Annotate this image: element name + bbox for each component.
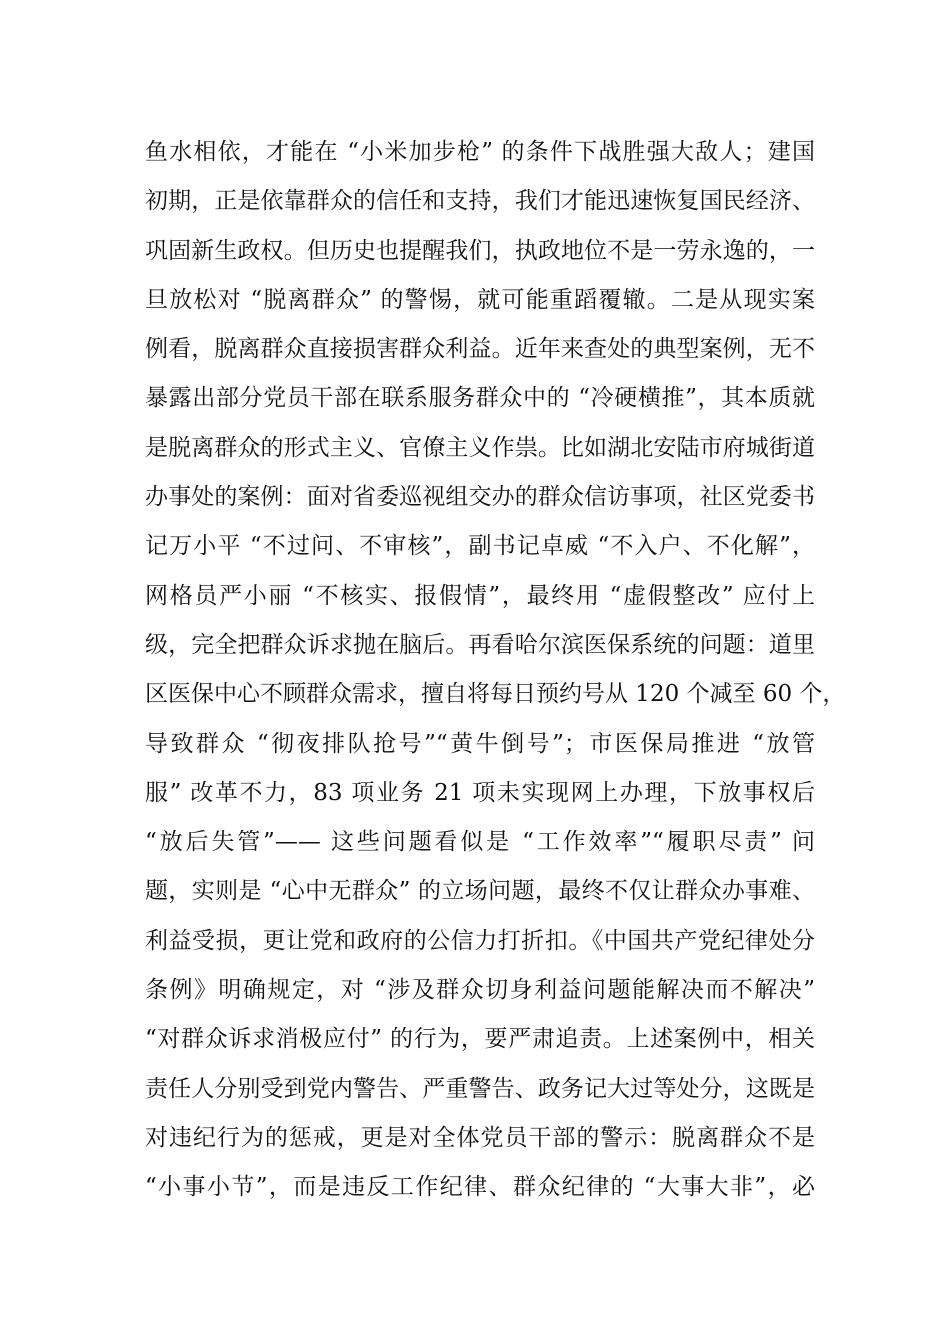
- text-line: 网格员严小丽 “不核实、报假情”，最终用 “虚假整改” 应付上: [145, 582, 815, 609]
- text-line: 办事处的案例：面对省委巡视组交办的群众信访事项，社区党委书: [145, 484, 815, 511]
- text-line: 级，完全把群众诉求抛在脑后。再看哈尔滨医保系统的问题：道里: [145, 631, 815, 658]
- text-line: 例看，脱离群众直接损害群众利益。近年来查处的典型案例，无不: [145, 336, 815, 363]
- text-line: 对违纪行为的惩戒，更是对全体党员干部的警示：脱离群众不是: [145, 1124, 815, 1151]
- text-line: 鱼水相依，才能在 “小米加步枪” 的条件下战胜强大敌人；建国: [145, 139, 815, 165]
- text-line: “放后失管”—— 这些问题看似是 “工作效率”“履职尽责” 问: [145, 829, 815, 856]
- text-line: “对群众诉求消极应付” 的行为，要严肃追责。上述案例中，相关: [145, 1026, 815, 1053]
- text-line: 记万小平 “不过问、不审核”，副书记卓威 “不入户、不化解”，: [145, 533, 815, 560]
- text-line: 服” 改革不力，83 项业务 21 项未实现网上办理，下放事权后: [145, 779, 815, 806]
- text-line: 条例》明确规定，对 “涉及群众切身利益问题能解决而不解决”: [145, 977, 815, 1004]
- text-line: 巩固新生政权。但历史也提醒我们，执政地位不是一劳永逸的，一: [145, 237, 815, 264]
- text-line: 区医保中心不顾群众需求，擅自将每日预约号从 120 个减至 60 个，: [145, 681, 846, 708]
- text-line: 旦放松对 “脱离群众” 的警惕，就可能重蹈覆辙。二是从现实案: [145, 286, 815, 313]
- text-line: 导致群众 “彻夜排队抢号”“黄牛倒号”；市医保局推进 “放管: [145, 730, 815, 757]
- text-line: 初期，正是依靠群众的信任和支持，我们才能迅速恢复国民经济、: [145, 188, 815, 215]
- text-line: 是脱离群众的形式主义、官僚主义作祟。比如湖北安陆市府城街道: [145, 434, 815, 461]
- text-line: 暴露出部分党员干部在联系服务群众中的 “冷硬横推”，其本质就: [145, 385, 815, 412]
- text-line: “小事小节”，而是违反工作纪律、群众纪律的 “大事大非”，必: [145, 1174, 815, 1201]
- text-line: 利益受损，更让党和政府的公信力打折扣。《中国共产党纪律处分: [145, 927, 815, 954]
- text-line: 责任人分别受到党内警告、严重警告、政务记大过等处分，这既是: [145, 1075, 815, 1102]
- text-line: 题，实则是 “心中无群众” 的立场问题，最终不仅让群众办事难、: [145, 878, 815, 905]
- body-paragraph: [145, 128, 846, 1213]
